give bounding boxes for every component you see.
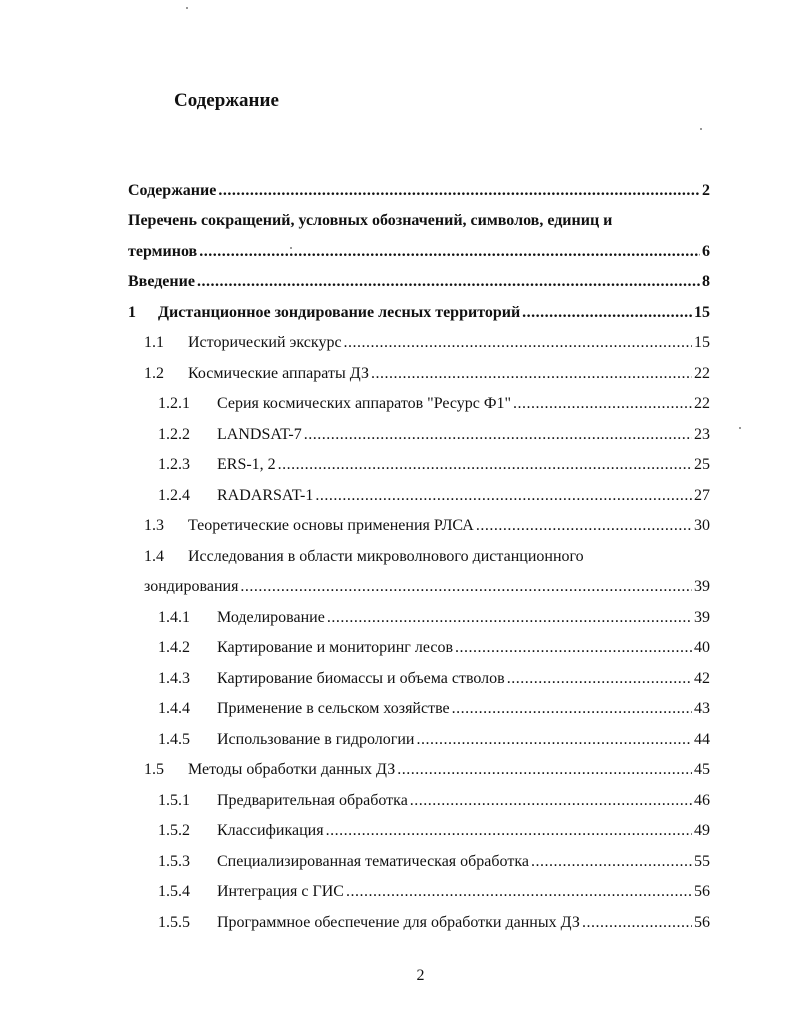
toc-entry-number: 1	[128, 304, 136, 321]
toc-entry-page: 22	[694, 365, 710, 382]
toc-entry-title: LANDSAT-7	[217, 426, 302, 443]
page-number: 2	[416, 967, 425, 984]
toc-entry-number: 1.4	[144, 548, 164, 565]
toc-entry-page: 8	[702, 273, 710, 290]
toc-entry-title: RADARSAT-1	[217, 487, 314, 504]
toc-entry-title: Перечень сокращений, условных обозначений, символов, единиц и	[128, 212, 613, 229]
toc-entry-number: 1.3	[144, 517, 164, 534]
dot-leader	[522, 298, 692, 328]
toc-entry-title: ERS-1, 2	[217, 456, 276, 473]
toc-entry-number: 1.2.1	[158, 395, 190, 412]
toc-entry-title: Классификация	[217, 822, 324, 839]
toc-entry-page: 56	[694, 883, 710, 900]
toc-entry-1-4-4	[158, 694, 710, 724]
toc-entry-page: 2	[702, 182, 710, 199]
toc-entry-title: Интеграция с ГИС	[217, 883, 344, 900]
dot-leader	[582, 908, 692, 938]
toc-entry-title: Теоретические основы применения РЛСА	[188, 517, 474, 534]
dot-leader	[326, 816, 692, 846]
toc-entry-page: 42	[694, 670, 710, 687]
toc-entry-number: 1.5.5	[158, 914, 190, 931]
toc-entry-title: Методы обработки данных ДЗ	[188, 761, 396, 778]
toc-entry-title: Введение	[128, 273, 195, 290]
toc-entry-1-3	[144, 511, 710, 541]
toc-entry-title: Предварительная обработка	[217, 792, 408, 809]
toc-entry-page: 25	[694, 456, 710, 473]
toc-entry-number: 1.4.1	[158, 609, 190, 626]
toc-entry-page: 15	[694, 334, 710, 351]
toc-entry-page: 39	[694, 609, 710, 626]
toc-entry-title: Серия космических аппаратов "Ресурс Ф1"	[217, 395, 512, 412]
dot-leader	[455, 633, 692, 663]
toc-entry-title: Исследования в области микроволнового дистанционного	[188, 548, 584, 565]
toc-entry-number: 1.4.3	[158, 670, 190, 687]
toc-entry-chapter-1	[128, 298, 710, 328]
toc-entry-1-4-1	[158, 603, 710, 633]
toc-entry-number: 1.4.4	[158, 700, 190, 717]
toc-entry-number: 1.5.1	[158, 792, 190, 809]
toc-entry-page: 6	[702, 243, 710, 260]
toc-entry-1-1	[144, 328, 710, 358]
toc-entry-page: 46	[694, 792, 710, 809]
toc-entry-title: Исторический экскурс	[188, 334, 342, 351]
toc-entry-1-2-4	[158, 481, 710, 511]
toc-entry-number: 1.5.2	[158, 822, 190, 839]
toc-entry-number: 1.2.3	[158, 456, 190, 473]
toc-entry-1-5-3	[158, 847, 710, 877]
toc-entry-1-5	[144, 755, 710, 785]
toc-entry-title: Картирование и мониторинг лесов	[217, 639, 453, 656]
page-title: Содержание	[174, 90, 279, 111]
toc-entry-contents	[128, 176, 710, 206]
toc-entry-1-5-1	[158, 786, 710, 816]
dot-leader	[197, 267, 700, 297]
toc-entry-page: 23	[694, 426, 710, 443]
dot-leader	[513, 389, 692, 419]
toc-entry-number: 1.2.4	[158, 487, 190, 504]
toc-entry-page: 27	[694, 487, 710, 504]
toc-entry-1-2-2	[158, 420, 710, 450]
dot-leader	[218, 176, 700, 206]
toc-entry-title: Специализированная тематическая обработка	[217, 853, 529, 870]
dot-leader	[507, 664, 692, 694]
toc-entry-title: Использование в гидрологии	[217, 731, 415, 748]
toc-entry-page: 30	[694, 517, 710, 534]
toc-entry-page: 44	[694, 731, 710, 748]
toc-entry-1-4-2	[158, 633, 710, 663]
toc-entry-title: Картирование биомассы и объема стволов	[217, 670, 505, 687]
dot-leader	[397, 755, 692, 785]
toc-entry-page: 39	[694, 578, 710, 595]
dot-leader	[240, 572, 692, 602]
toc-entry-title: Дистанционное зондирование лесных территорий	[158, 304, 521, 321]
scan-speck	[186, 7, 188, 9]
scan-speck	[739, 427, 741, 429]
toc-entry-1-5-5	[158, 908, 710, 938]
toc-entry-1-5-2	[158, 816, 710, 846]
dot-leader	[278, 450, 692, 480]
dot-leader	[452, 694, 692, 724]
toc-entry-page: 40	[694, 639, 710, 656]
toc-entry-number: 1.5	[144, 761, 164, 778]
toc-entry-number: 1.1	[144, 334, 164, 351]
scan-speck	[700, 128, 702, 130]
toc-entry-title: Моделирование	[217, 609, 325, 626]
toc-entry-1-2-1	[158, 389, 710, 419]
toc-entry-page: 45	[694, 761, 710, 778]
toc-entry-abbreviations	[128, 206, 710, 236]
dot-leader	[371, 359, 692, 389]
dot-leader	[476, 511, 692, 541]
dot-leader	[315, 481, 692, 511]
toc-entry-1-5-4	[158, 877, 710, 907]
dot-leader	[327, 603, 692, 633]
toc-entry-number: 1.5.4	[158, 883, 190, 900]
toc-entry-number: 1.4.2	[158, 639, 190, 656]
dot-leader	[304, 420, 692, 450]
toc-entry-abbreviations-cont	[128, 237, 710, 267]
toc-entry-1-4-cont	[144, 572, 710, 602]
dot-leader	[416, 725, 692, 755]
toc-entry-title: Содержание	[128, 182, 217, 199]
toc-entry-number: 1.4.5	[158, 731, 190, 748]
toc-entry-page: 43	[694, 700, 710, 717]
toc-entry-title-cont: зондирования	[144, 578, 239, 595]
toc-entry-title-cont: терминов	[128, 243, 198, 260]
toc-entry-page: 49	[694, 822, 710, 839]
dot-leader	[199, 237, 700, 267]
toc-entry-introduction	[128, 267, 710, 297]
dot-leader	[346, 877, 692, 907]
toc-entry-1-2-3	[158, 450, 710, 480]
toc-entry-title: Программное обеспечение для обработки данных ДЗ	[217, 914, 580, 931]
toc-entry-number: 1.2	[144, 365, 164, 382]
toc-entry-1-4	[144, 542, 710, 572]
toc-entry-page: 22	[694, 395, 710, 412]
toc-entry-number: 1.5.3	[158, 853, 190, 870]
toc-entry-1-4-3	[158, 664, 710, 694]
toc-entry-1-2	[144, 359, 710, 389]
scan-speck	[290, 247, 292, 249]
dot-leader	[344, 328, 692, 358]
toc-entry-page: 55	[694, 853, 710, 870]
dot-leader	[410, 786, 692, 816]
toc-entry-1-4-5	[158, 725, 710, 755]
dot-leader	[531, 847, 692, 877]
toc-entry-page: 56	[694, 914, 710, 931]
toc-entry-page: 15	[694, 304, 710, 321]
toc-entry-number: 1.2.2	[158, 426, 190, 443]
toc-entry-title: Применение в сельском хозяйстве	[217, 700, 450, 717]
toc-entry-title: Космические аппараты ДЗ	[188, 365, 370, 382]
